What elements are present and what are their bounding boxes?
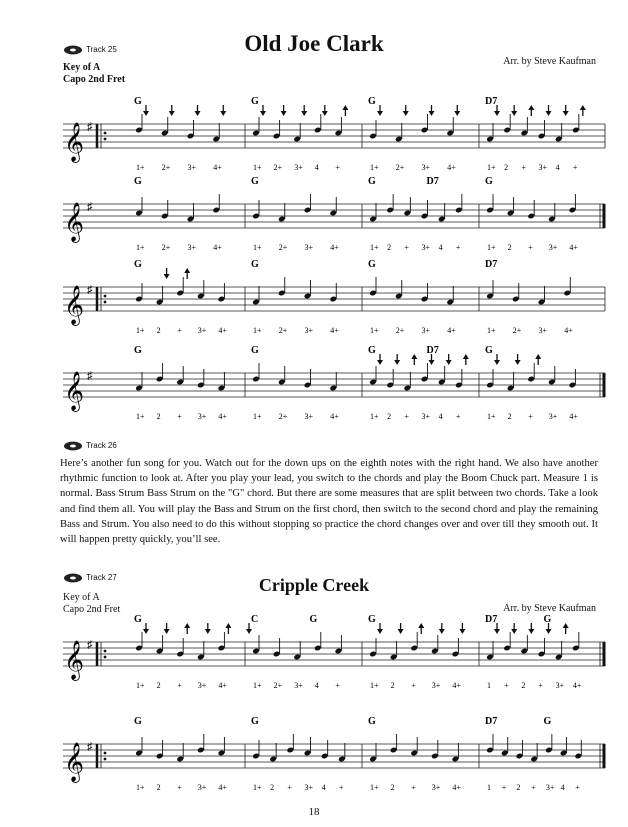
chord-symbol: C (251, 614, 259, 625)
beat-count: + (177, 326, 182, 335)
beat-count: 1+ (136, 243, 145, 252)
beat-count: 4+ (218, 681, 227, 690)
beat-count: 1+ (487, 243, 496, 252)
chord-symbol: D7 (426, 345, 439, 356)
arranger-label: Arr. by Steve Kaufman (503, 56, 596, 67)
beat-count: + (338, 783, 344, 792)
chord-symbol: G (309, 614, 318, 625)
beat-count: 3+ (304, 326, 314, 335)
beat-count: + (521, 163, 526, 172)
beat-count: + (528, 412, 533, 421)
chord-symbol: G (134, 716, 142, 727)
beat-count: 2 (521, 681, 526, 690)
beat-count: + (504, 681, 509, 690)
beat-count: 1+ (136, 326, 145, 335)
beat-count: + (455, 243, 461, 252)
beat-count: 2 (504, 163, 509, 172)
beat-count: + (538, 681, 544, 690)
beat-count: + (335, 163, 340, 172)
beat-count: 1+ (370, 681, 379, 690)
beat-count: + (528, 243, 533, 252)
beat-count: 3+ (431, 681, 441, 690)
beat-count: 4 (438, 243, 443, 252)
beat-count: + (404, 412, 409, 421)
beat-count: 2+ (278, 326, 288, 335)
beat-count: 1+ (487, 326, 496, 335)
beat-count: 3+ (294, 163, 303, 172)
beat-count: + (287, 783, 292, 792)
key-signature-sharp: ♯ (87, 639, 93, 651)
down-arrow-icon (511, 629, 517, 634)
beat-count: 1+ (370, 412, 379, 421)
down-arrow-icon (515, 360, 521, 365)
beat-count: 1+ (253, 326, 262, 335)
arranger-label: Arr. by Steve Kaufman (503, 603, 596, 614)
down-arrow-icon (322, 111, 328, 116)
track-label: Track 25 (86, 45, 117, 54)
beat-count: + (177, 681, 182, 690)
beat-count: 4+ (213, 163, 222, 172)
chord-symbol: G (251, 716, 259, 727)
beat-count: 3+ (187, 243, 197, 252)
beat-count: + (572, 163, 578, 172)
beat-count: 2 (507, 243, 512, 252)
down-arrow-icon (429, 360, 435, 365)
beat-count: 4 (555, 163, 560, 172)
beat-count: 1+ (253, 681, 262, 690)
beat-count: 1+ (370, 163, 379, 172)
beat-count: 1+ (487, 412, 496, 421)
beat-count: 4+ (452, 681, 461, 690)
song-title: Old Joe Clark (244, 31, 384, 56)
up-arrow-icon (563, 623, 569, 628)
beat-count: + (455, 412, 461, 421)
beat-count: 3+ (421, 412, 431, 421)
beat-count: 2 (387, 412, 392, 421)
beat-count: 2 (156, 681, 161, 690)
beat-count: 1+ (136, 681, 145, 690)
beat-count: + (335, 681, 340, 690)
beat-count: 4+ (218, 326, 227, 335)
down-arrow-icon (528, 629, 534, 634)
up-arrow-icon (342, 105, 348, 110)
beat-count: 3+ (421, 243, 431, 252)
beat-count: + (404, 243, 409, 252)
chord-symbol: D7 (485, 259, 498, 270)
beat-count: 3+ (197, 326, 207, 335)
beat-count: 4+ (330, 326, 339, 335)
down-arrow-icon (301, 111, 307, 116)
down-arrow-icon (494, 629, 500, 634)
down-arrow-icon (220, 111, 226, 116)
repeat-dot (104, 656, 107, 659)
key-signature-sharp: ♯ (87, 370, 93, 382)
capo-label: Capo 2nd Fret (63, 604, 121, 615)
down-arrow-icon (260, 111, 266, 116)
beat-count: 2+ (512, 326, 522, 335)
beat-count: 3+ (304, 783, 314, 792)
beat-count: 3+ (197, 783, 207, 792)
down-arrow-icon (377, 360, 383, 365)
down-arrow-icon (563, 111, 569, 116)
beat-count: 2+ (161, 243, 171, 252)
key-signature-sharp: ♯ (87, 121, 93, 133)
chord-symbol: G (134, 614, 142, 625)
beat-count: 3+ (421, 326, 431, 335)
beat-count: 4+ (572, 681, 582, 690)
beat-count: 3+ (431, 783, 441, 792)
chord-symbol: G (251, 259, 259, 270)
beat-count: 4+ (452, 783, 461, 792)
beat-count: 4+ (218, 412, 227, 421)
treble-clef: 𝄞 (64, 204, 85, 241)
beat-count: 4 (560, 783, 565, 792)
beat-count: 1+ (253, 783, 262, 792)
up-arrow-icon (580, 105, 586, 110)
beat-count: 1 (487, 783, 491, 792)
beat-count: + (531, 783, 536, 792)
beat-count: 3+ (304, 412, 314, 421)
beat-count: 2 (156, 783, 161, 792)
down-arrow-icon (195, 111, 201, 116)
up-arrow-icon (184, 268, 190, 273)
chord-symbol: G (134, 176, 142, 187)
key-signature-sharp: ♯ (87, 201, 93, 213)
beat-count: 4 (314, 163, 319, 172)
up-arrow-icon (528, 105, 534, 110)
beat-count: 1+ (136, 412, 145, 421)
track-26-badge (63, 440, 117, 451)
beat-count: 3+ (555, 681, 565, 690)
beat-count: 1+ (370, 783, 379, 792)
key-signature-sharp: ♯ (87, 284, 93, 296)
beat-count: 4+ (569, 243, 578, 252)
beat-count: 1+ (487, 163, 496, 172)
treble-clef: 𝄞 (64, 744, 85, 781)
beat-count: 2 (156, 326, 161, 335)
beat-count: + (501, 783, 507, 792)
repeat-dot (104, 132, 107, 135)
chord-symbol: D7 (426, 176, 439, 187)
beat-count: 1+ (253, 412, 262, 421)
beat-count: 3+ (304, 243, 314, 252)
track-label: Track 26 (86, 441, 117, 450)
beat-count: 1+ (253, 243, 262, 252)
beat-count: 4+ (330, 412, 339, 421)
beat-count: 2+ (273, 681, 283, 690)
beat-count: 2 (390, 783, 395, 792)
beat-count: 4+ (218, 783, 227, 792)
beat-count: 3+ (548, 412, 558, 421)
key-label: Key of A (63, 62, 101, 73)
up-arrow-icon (225, 623, 231, 628)
chord-symbol: G (251, 96, 259, 107)
down-arrow-icon (164, 274, 170, 279)
beat-count: 2+ (395, 163, 405, 172)
beat-count: 3+ (294, 681, 303, 690)
repeat-dot (104, 295, 107, 298)
beat-count: 1+ (136, 163, 145, 172)
beat-count: 4 (321, 783, 326, 792)
beat-count: 4 (438, 412, 443, 421)
chord-symbol: D7 (485, 716, 498, 727)
beat-count: 3+ (545, 783, 555, 792)
beat-count: 2+ (273, 163, 283, 172)
beat-count: 4 (314, 681, 319, 690)
treble-clef: 𝄞 (64, 287, 85, 324)
down-arrow-icon (143, 111, 149, 116)
instruction-paragraph: Here’s another fun song for you. Watch out for the down ups on the eighth notes with the right hand. We also have another rhythmic function to look at. After you play your lead, you switch to the chords and play the Boom Chuck part. Measure 1 is normal. Bass Strum Bass Strum on the "G" chord. But there are some measures that are split between two chords. Take a look and find them all. You will play the Bass and Strum on the first chord, then switch to the second chord and play the remaining Bass and Strum. You also need to do this without stopping so practice the chord changes over and over till they smooth out. It will happen pretty quickly, you’ll see. (60, 458, 598, 546)
beat-count: + (411, 783, 416, 792)
down-arrow-icon (403, 111, 409, 116)
up-arrow-icon (418, 623, 424, 628)
chord-symbol: G (368, 96, 376, 107)
chord-symbol: G (368, 176, 376, 187)
repeat-dot (104, 758, 107, 761)
beat-count: 1+ (253, 163, 262, 172)
beat-count: 1 (487, 681, 491, 690)
beat-count: 2 (387, 243, 392, 252)
down-arrow-icon (546, 629, 552, 634)
beat-count: 2+ (161, 163, 171, 172)
down-arrow-icon (398, 629, 404, 634)
down-arrow-icon (281, 111, 287, 116)
song-title: Cripple Creek (258, 575, 370, 595)
page-number: 18 (308, 806, 320, 818)
chord-symbol: G (485, 345, 493, 356)
cd-icon (63, 440, 83, 451)
beat-count: 2 (270, 783, 275, 792)
down-arrow-icon (377, 111, 383, 116)
up-arrow-icon (535, 354, 541, 359)
key-signature-sharp: ♯ (87, 741, 93, 753)
down-arrow-icon (446, 360, 452, 365)
beat-count: 2 (507, 412, 512, 421)
chord-symbol: D7 (485, 96, 498, 107)
beat-count: 2 (156, 412, 161, 421)
track-label: Track 27 (86, 573, 117, 582)
down-arrow-icon (546, 111, 552, 116)
down-arrow-icon (394, 360, 400, 365)
down-arrow-icon (246, 629, 252, 634)
beat-count: 4+ (569, 412, 578, 421)
beat-count: 3+ (421, 163, 431, 172)
chord-symbol: G (543, 614, 552, 625)
beat-count: 3+ (538, 326, 548, 335)
down-arrow-icon (494, 360, 500, 365)
beat-count: + (575, 783, 580, 792)
beat-count: 1+ (370, 243, 379, 252)
beat-count: 2+ (395, 326, 405, 335)
down-arrow-icon (459, 629, 465, 634)
chord-symbol: G (368, 345, 376, 356)
chord-symbol: G (485, 176, 493, 187)
beat-count: 3+ (538, 163, 548, 172)
beat-count: 2+ (278, 243, 288, 252)
down-arrow-icon (439, 629, 445, 634)
chord-symbol: G (134, 96, 142, 107)
chord-symbol: G (251, 345, 259, 356)
key-label: Key of A (63, 592, 100, 603)
down-arrow-icon (454, 111, 460, 116)
beat-count: 3+ (187, 163, 197, 172)
repeat-dot (104, 301, 107, 304)
down-arrow-icon (429, 111, 435, 116)
chord-symbol: G (368, 259, 376, 270)
down-arrow-icon (143, 629, 149, 634)
beat-count: 4+ (564, 326, 573, 335)
down-arrow-icon (377, 629, 383, 634)
up-arrow-icon (411, 354, 417, 359)
beat-count: 3+ (548, 243, 558, 252)
beat-count: 3+ (197, 681, 207, 690)
beat-count: 2+ (278, 412, 288, 421)
beat-count: 4+ (213, 243, 222, 252)
up-arrow-icon (463, 354, 469, 359)
chord-symbol: G (134, 259, 142, 270)
down-arrow-icon (169, 111, 175, 116)
beat-count: 3+ (197, 412, 207, 421)
beat-count: 1+ (370, 326, 379, 335)
beat-count: + (411, 681, 416, 690)
down-arrow-icon (205, 629, 211, 634)
beat-count: + (177, 783, 182, 792)
chord-symbol: G (368, 614, 376, 625)
treble-clef: 𝄞 (64, 373, 85, 410)
treble-clef: 𝄞 (64, 124, 85, 161)
chord-symbol: G (251, 176, 259, 187)
down-arrow-icon (164, 629, 170, 634)
down-arrow-icon (494, 111, 500, 116)
capo-label: Capo 2nd Fret (63, 74, 126, 85)
beat-count: 4+ (447, 163, 456, 172)
beat-count: 4+ (330, 243, 339, 252)
beat-count: 4+ (447, 326, 456, 335)
chord-symbol: G (134, 345, 142, 356)
beat-count: + (177, 412, 182, 421)
beat-count: 1+ (136, 783, 145, 792)
beat-count: 2 (516, 783, 521, 792)
up-arrow-icon (184, 623, 190, 628)
beat-count: 2 (390, 681, 395, 690)
treble-clef: 𝄞 (64, 642, 85, 679)
chord-symbol: G (368, 716, 376, 727)
repeat-dot (104, 650, 107, 653)
chord-symbol: D7 (485, 614, 498, 625)
down-arrow-icon (511, 111, 517, 116)
chord-symbol: G (543, 716, 552, 727)
repeat-dot (104, 138, 107, 141)
repeat-dot (104, 752, 107, 755)
